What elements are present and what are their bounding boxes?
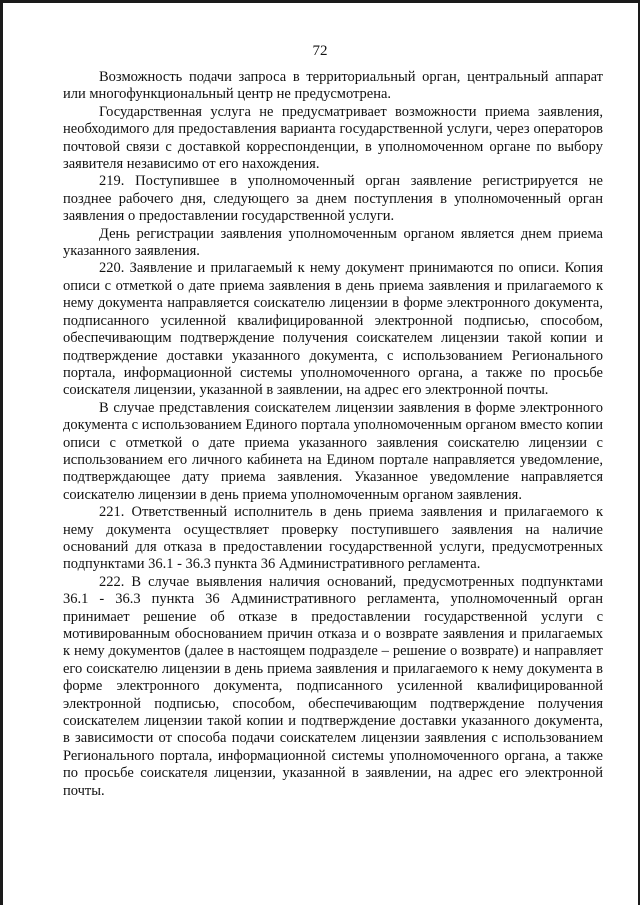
paragraph-no-postal: Государственная услуга не предусматривает возможности приема заявления, необходимого для предоставления варианта государственной услуги, через операторов почтовой связи с доставкой корреспонденции, в уполномоченном органе по выбору заявителя независимо от его нахождения. (63, 103, 603, 173)
paragraph-220: 220. Заявление и прилагаемый к нему документ принимаются по описи. Копия описи с отметкой о дате приема заявления в день приема заявления и прилагаемого к нему документа направляется соискателю лицензии в форме электронного документа, подписанного усиленной квалифицированной электронной подписью, способом, обеспечивающим подтверждение получения соискателем лицензии такой копии и подтверждение доставки указанного документа, с использованием Регионального портала, информационной системы уполномоченного органа, а также по просьбе соискателя лицензии, указанной в заявлении, на адрес его электронной почты. (63, 260, 603, 399)
paragraph-single-portal: В случае представления соискателем лицензии заявления в форме электронного документа с использованием Единого портала уполномоченным органом вместо копии описи с отметкой о дате приема указанного заявления соискателю лицензии с использованием его личного кабинета на Едином портале направляется уведомление, подтверждающее дату приема заявления. Указанное уведомление направляется соискателю лицензии в день приема уполномоченным органом заявления. (63, 399, 603, 503)
page-number: 72 (312, 43, 328, 59)
paragraph-221: 221. Ответственный исполнитель в день приема заявления и прилагаемого к нему документа осуществляет проверку поступившего заявления на наличие оснований для отказа в предоставлении государственной услуги, предусмотренных подпунктами 36.1 - 36.3 пункта 36 Административного регламента. (63, 504, 603, 573)
document-body (63, 69, 603, 800)
paragraph-219: 219. Поступившее в уполномоченный орган заявление регистрируется не позднее рабочего дня, следующего за днем поступления в уполномоченный орган заявления о предоставлении государственной услуги. (63, 173, 603, 225)
scan-border-top (0, 0, 640, 3)
scan-border-left (0, 0, 3, 905)
paragraph-registration-day: День регистрации заявления уполномоченным органом является днем приема указанного заявления. (63, 225, 603, 260)
paragraph-222: 222. В случае выявления наличия оснований, предусмотренных подпунктами 36.1 - 36.3 пункта 36 Административного регламента, уполномоченный орган принимает решение об отказе в предоставлении государственной услуги с мотивированным обоснованием причин отказа и о возврате заявления и прилагаемых к нему документов (далее в настоящем подразделе – решение о возврате) и направляет его соискателю лицензии в день приема заявления и прилагаемого к нему документа в форме электронного документа, подписанного усиленной квалифицированной электронной подписью, способом, обеспечивающим подтверждение получения соискателем лицензии такой копии и подтверждение доставки указанного документа, в зависимости от способа подачи соискателем лицензии заявления с использованием Регионального портала, информационной системы уполномоченного органа, а также по просьбе соискателя лицензии, указанной в заявлении, на адрес его электронной почты. (63, 573, 603, 799)
paragraph-no-submission: Возможность подачи запроса в территориальный орган, центральный аппарат или многофункциональный центр не предусмотрена. (63, 69, 603, 103)
